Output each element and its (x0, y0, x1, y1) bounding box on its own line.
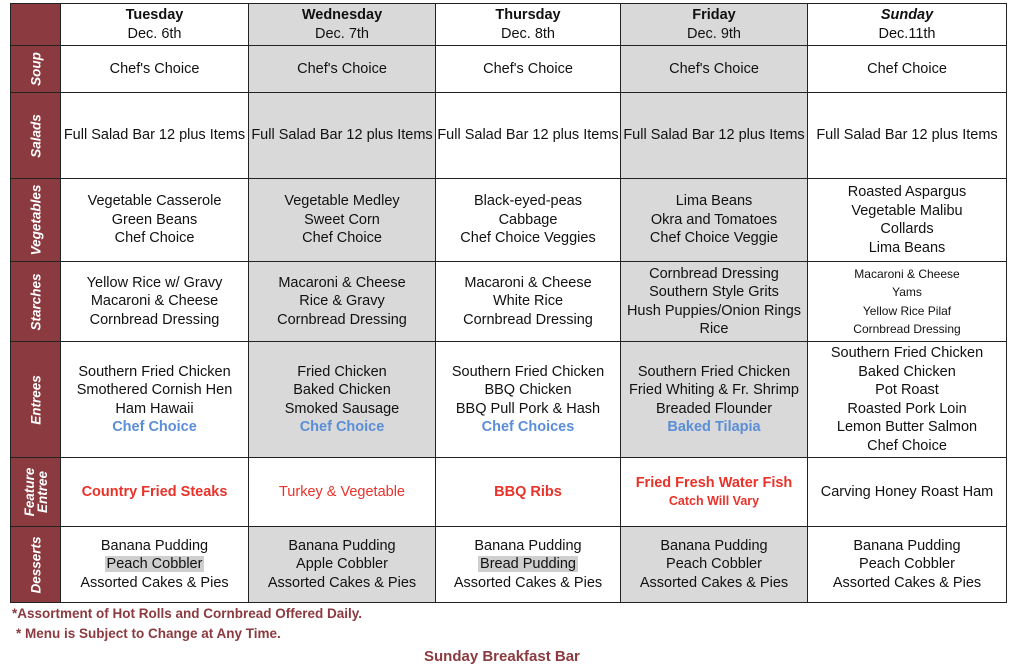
menu-item: Carving Honey Roast Ham (820, 483, 994, 500)
footnote-menu-change: * Menu is Subject to Change at Any Time. (16, 626, 281, 641)
menu-cell (249, 179, 436, 262)
menu-item: Full Salad Bar 12 plus Items (816, 127, 998, 144)
menu-item: Vegetable Malibu (851, 202, 963, 219)
menu-cell (621, 46, 808, 93)
day-date: Dec. 8th (501, 25, 555, 42)
soup-row (11, 46, 1007, 93)
menu-item: Chef Choice (114, 230, 195, 247)
menu-cell (249, 527, 436, 603)
category-feature-entree (11, 458, 61, 527)
menu-item: Collards (880, 221, 934, 237)
menu-cell (249, 93, 436, 179)
day-date: Dec. 6th (127, 25, 182, 42)
menu-cell (621, 527, 808, 603)
category-label: Starches (28, 272, 43, 331)
menu-item: Southern Style Grits (649, 284, 779, 300)
menu-cell (808, 458, 1007, 527)
menu-item: Yams (892, 285, 922, 299)
menu-cell (436, 46, 621, 93)
menu-item: White Rice (492, 293, 564, 310)
menu-item: Full Salad Bar 12 plus Items (251, 127, 433, 144)
menu-item: Macaroni & Cheese (464, 274, 592, 291)
menu-item: Hush Puppies/Onion Rings (626, 302, 802, 319)
menu-item: Baked Chicken (858, 363, 956, 380)
menu-cell (436, 93, 621, 179)
menu-item: Fried Fresh Water Fish (635, 474, 793, 491)
category-salads (11, 93, 61, 179)
menu-cell (808, 46, 1007, 93)
menu-item: Breaded Flounder (655, 400, 773, 417)
menu-cell (621, 458, 808, 527)
menu-item: Cornbread Dressing (89, 311, 220, 328)
day-name: Wednesday (301, 7, 383, 23)
vegetables-row (11, 179, 1007, 262)
menu-item: Rice (699, 321, 729, 337)
menu-cell (808, 179, 1007, 262)
day-name: Friday (692, 7, 736, 23)
corner-cell (11, 4, 61, 46)
menu-item: Lima Beans (675, 193, 753, 210)
day-date: Dec. 7th (315, 25, 369, 42)
menu-item: Bread Pudding (480, 556, 576, 573)
category-vegetables (11, 179, 61, 262)
menu-item: Apple Cobbler (296, 556, 388, 573)
menu-table (10, 3, 1007, 603)
category-label: Entrees (28, 374, 43, 425)
menu-item: Roasted Aspargus (847, 184, 967, 200)
day-header-sunday (808, 4, 1007, 46)
menu-item: Macaroni & Cheese (278, 274, 406, 291)
menu-cell (621, 179, 808, 262)
menu-item: Catch Will Vary (668, 494, 760, 508)
menu-cell (61, 342, 249, 458)
menu-item: Macaroni & Cheese (90, 293, 219, 310)
menu-item: BBQ Ribs (494, 483, 562, 500)
menu-cell (808, 93, 1007, 179)
day-header-friday (621, 4, 808, 46)
menu-item: Vegetable Medley (284, 193, 400, 210)
menu-item: Roasted Pork Loin (847, 400, 967, 417)
breakfast-bar-title: Sunday Breakfast Bar (424, 648, 580, 665)
menu-cell (621, 262, 808, 342)
menu-item: Southern Fried Chicken (637, 363, 791, 380)
menu-item: Sweet Corn (304, 211, 380, 228)
menu-cell (249, 262, 436, 342)
menu-cell (621, 93, 808, 179)
category-label: Vegetables (28, 184, 43, 256)
menu-item: Chef's Choice (109, 60, 200, 77)
menu-item: Cabbage (498, 211, 558, 228)
menu-item: Chef's Choice (483, 60, 573, 77)
menu-item: Country Fried Steaks (81, 483, 228, 500)
menu-item: Cornbread Dressing (463, 311, 593, 328)
menu-item: Ham Hawaii (115, 400, 194, 417)
footnotes (12, 604, 362, 644)
category-label: Desserts (28, 535, 43, 594)
menu-item: Assorted Cakes & Pies (453, 574, 603, 591)
menu-item: BBQ Chicken (484, 382, 572, 398)
menu-item: Banana Pudding (660, 537, 768, 554)
menu-item: Chef Choice (112, 419, 197, 435)
menu-cell (436, 527, 621, 603)
menu-item: Southern Fried Chicken (451, 363, 605, 380)
menu-item: Full Salad Bar 12 plus Items (63, 127, 246, 144)
menu-cell (436, 179, 621, 262)
menu-item: Turkey & Vegetable (278, 483, 405, 500)
day-header-thursday (436, 4, 621, 46)
menu-item: Assorted Cakes & Pies (639, 574, 789, 591)
menu-cell (61, 93, 249, 179)
day-date: Dec. 9th (687, 25, 741, 42)
day-name: Thursday (495, 7, 561, 23)
menu-item: Cornbread Dressing (649, 265, 779, 282)
menu-item: Fried Chicken (297, 363, 387, 380)
category-starches (11, 262, 61, 342)
menu-cell (436, 342, 621, 458)
menu-item: Peach Cobbler (106, 556, 203, 573)
category-label: Entree (34, 470, 50, 514)
menu-item: Yellow Rice w/ Gravy (86, 274, 223, 291)
menu-item: Pot Roast (875, 382, 939, 398)
menu-item: Assorted Cakes & Pies (832, 574, 982, 591)
menu-item: Cornbread Dressing (277, 311, 407, 328)
menu-item: Chef Choices (481, 419, 575, 435)
menu-cell (808, 262, 1007, 342)
menu-item: Fried Whiting & Fr. Shrimp (628, 382, 799, 398)
menu-item: Green Beans (111, 211, 198, 228)
category-label: Feature (21, 467, 37, 517)
menu-item: Chef Choice (867, 60, 947, 77)
starches-row (11, 262, 1007, 342)
menu-item: Peach Cobbler (859, 556, 955, 573)
category-soup (11, 46, 61, 93)
category-entrees (11, 342, 61, 458)
menu-item: Banana Pudding (853, 537, 961, 554)
menu-item: Chef Choice Veggie (649, 230, 779, 247)
menu-item: Chef Choice Veggies (460, 230, 596, 247)
menu-item: Banana Pudding (288, 537, 396, 554)
menu-item: Assorted Cakes & Pies (267, 574, 417, 591)
menu-item: Assorted Cakes & Pies (80, 574, 229, 591)
menu-item: Smoked Sausage (284, 400, 400, 417)
menu-item: Banana Pudding (100, 537, 209, 554)
menu-item: Cornbread Dressing (853, 322, 961, 336)
menu-cell (436, 458, 621, 527)
menu-cell (61, 179, 249, 262)
menu-cell (61, 458, 249, 527)
menu-item: Smothered Cornish Hen (76, 382, 233, 398)
menu-item: BBQ Pull Pork & Hash (455, 400, 601, 417)
menu-item: Chef Choice (867, 437, 947, 454)
menu-item: Baked Chicken (293, 382, 391, 398)
menu-item: Baked Tilapia (667, 419, 761, 435)
menu-item: Yellow Rice Pilaf (862, 303, 952, 318)
menu-item: Okra and Tomatoes (650, 211, 778, 228)
menu-cell (436, 262, 621, 342)
menu-item: Lemon Butter Salmon (836, 419, 978, 435)
salads-row (11, 93, 1007, 179)
day-header-wednesday (249, 4, 436, 46)
category-desserts (11, 527, 61, 603)
category-label: Salads (28, 113, 43, 158)
menu-item: Southern Fried Chicken (78, 363, 231, 380)
menu-item: Chef Choice (299, 419, 385, 435)
feature-row (11, 458, 1007, 527)
menu-cell (808, 342, 1007, 458)
menu-item: Vegetable Casserole (87, 193, 222, 210)
menu-item: Banana Pudding (474, 537, 582, 554)
category-label: Soup (28, 52, 43, 86)
footnote-rolls: *Assortment of Hot Rolls and Cornbread Offered Daily. (12, 606, 363, 621)
menu-item: Full Salad Bar 12 plus Items (437, 127, 619, 144)
menu-cell (621, 342, 808, 458)
menu-cell (61, 46, 249, 93)
entrees-row (11, 342, 1007, 458)
menu-cell (249, 342, 436, 458)
header-row (11, 4, 1007, 46)
menu-cell (61, 262, 249, 342)
menu-item: Chef's Choice (297, 60, 387, 77)
menu-item: Macaroni & Cheese (854, 266, 960, 281)
menu-cell (808, 527, 1007, 603)
menu-item: Lima Beans (868, 239, 946, 256)
menu-cell (249, 458, 436, 527)
menu-cell (249, 46, 436, 93)
menu-item: Peach Cobbler (666, 556, 762, 573)
menu-item: Southern Fried Chicken (830, 345, 984, 361)
menu-item: Chef's Choice (669, 60, 759, 77)
desserts-row (11, 527, 1007, 603)
day-name: Tuesday (125, 7, 184, 23)
menu-cell (61, 527, 249, 603)
day-name: Sunday (880, 7, 934, 23)
menu-item: Rice & Gravy (299, 293, 385, 310)
menu-item: Full Salad Bar 12 plus Items (623, 127, 805, 144)
day-header-tuesday (61, 4, 249, 46)
menu-item: Black-eyed-peas (474, 193, 582, 210)
day-date: Dec.11th (878, 25, 936, 42)
menu-item: Chef Choice (302, 230, 382, 247)
